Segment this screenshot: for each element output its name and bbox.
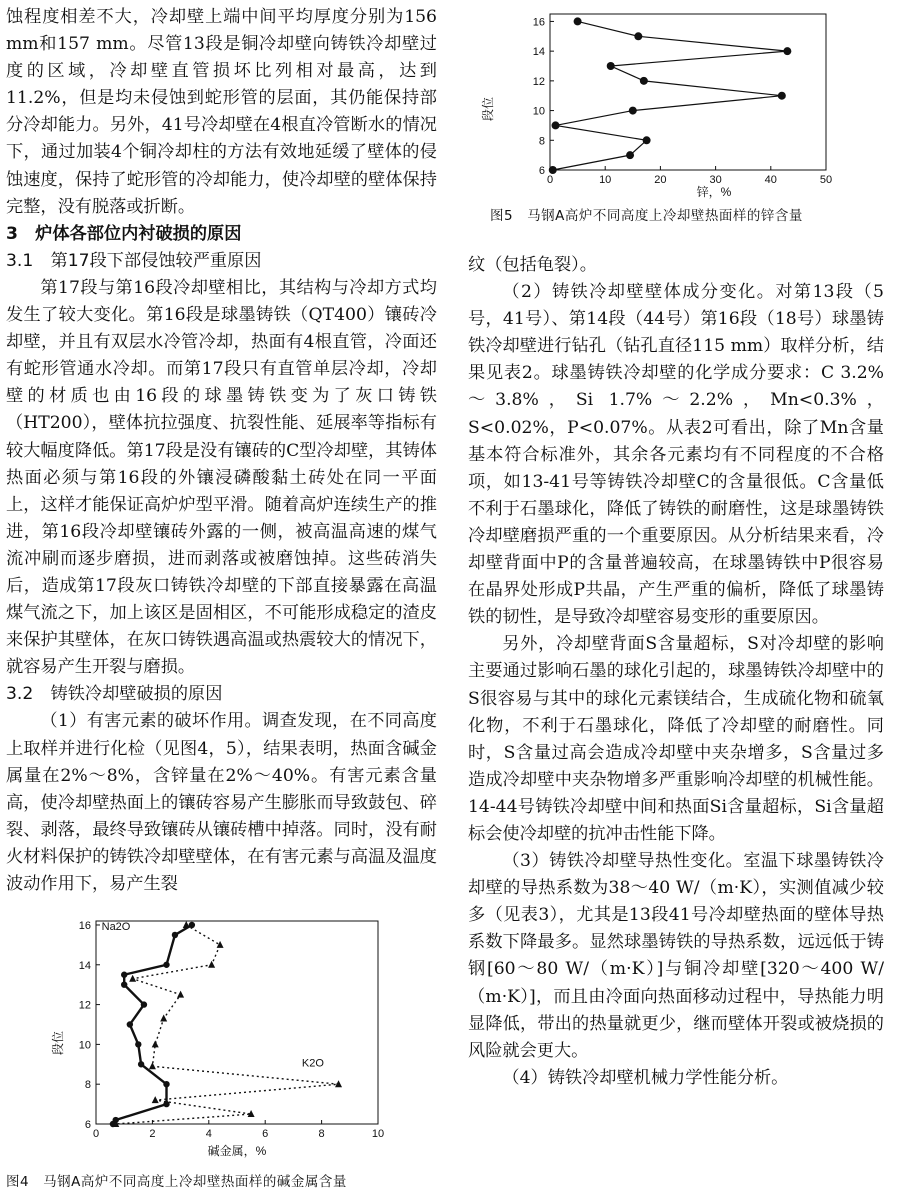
figure-4-ylabel: 段位 [51,1030,65,1056]
fig5-x-tick-label: 30 [709,174,722,186]
fig4-plot-frame [96,921,378,1124]
fig5-series-1-point [643,136,651,144]
fig4-series-2-point [160,1015,167,1022]
fig4-series-1-point [127,1021,133,1027]
fig4-series-1-label: Na2O [101,920,131,933]
fig5-y-tick-label: 6 [538,165,545,177]
fig5-x-tick-label: 0 [546,174,554,186]
fig4-series-1-point [121,981,127,987]
fig5-series-1-point [778,92,786,100]
fig4-series-1-point [163,962,169,968]
left-paragraph-3: （1）有害元素的破坏作用。调查发现，在不同高度上取样并进行化检（见图4，5），结果表明，热面含碱金属量在2%～8%，含锌量在2%～40%。有害元素含量高，使冷却壁热面上的镶砖容易产生膨胀而导致鼓包、碎裂、剥落，最终导致镶砖从镶砖槽中掉落。同时，没有耐火材料保护的铸铁冷却壁壁体，在有害元素与高温及温度波动作用下，易产生裂 [6,711,437,894]
right-paragraph-2: （2）铸铁冷却壁壁体成分变化。对第13段（5号，41号）、第14段（44号）第16段（18号）球墨铸铁冷却壁进行钻孔（钻孔直径115 mm）取样分析，结果见表2。球墨铸铁冷却壁的化学成分要求：C 3.2%～3.8%，Si 1.7%～2.2%，Mn<0.3%，S<0.02%，P<0.07%。从表2可看出，除了Mn含量基本符合标准外，其余各元素均有不同程度的不合格项，如13-41号等铸铁冷却壁C的含量很低。C含量低不利于石墨球化，降低了铸铁的耐磨性，这是球墨铸铁冷却壁磨损严重的一个重要原因。从分析结果来看，冷却壁背面中P的含量普遍较高，在球墨铸铁中P很容易在晶界处形成P共晶，产生严重的偏析，降低了球墨铸铁的韧性，是导致冷却壁容易变形的重要原因。 [468,282,884,628]
figure-4 [50,913,410,1165]
fig4-series-2-point [177,991,184,998]
fig4-y-tick-label: 8 [84,1079,91,1092]
fig4-series-1-point [172,932,178,938]
fig5-series-1-point [629,107,637,115]
fig5-x-tick-label: 40 [764,174,777,186]
fig4-series-2-point [152,1096,159,1103]
fig5-series-1-point [640,77,648,85]
figure-4-caption: 图4 马钢A高炉不同高度上冷却壁热面样的碱金属含量 [6,1174,347,1190]
figure-5-caption: 图5 马钢A高炉不同高度上冷却壁热面样的锌含量 [490,208,803,224]
figure-5-chart [478,4,838,200]
fig4-x-tick-label: 10 [371,1128,385,1140]
fig5-y-tick-label: 12 [532,75,545,88]
fig5-y-tick-label: 8 [538,135,545,148]
fig4-series-1-point [141,1001,147,1007]
fig5-series-1-line [553,21,788,170]
fig4-x-tick-label: 2 [149,1128,156,1140]
fig4-y-tick-label: 16 [78,919,91,932]
fig4-series-2-point [208,961,215,968]
fig5-x-tick-label: 20 [654,174,667,186]
fig5-series-1-point [626,151,634,159]
fig5-plot-frame [550,14,826,170]
fig5-y-tick-label: 16 [532,16,545,29]
fig4-series-1-point [138,1061,144,1067]
figure-4-chart [50,913,410,1161]
left-paragraph-2: 第17段与第16段冷却壁相比，其结构与冷却方式均发生了较大变化。第16段是球墨铸铁（QT400）镶砖冷却壁，并且有双层水冷管冷却，热面有4根直管，冷面还有蛇形管通水冷却。而第17段只有直管单层冷却，冷却壁的材质也由16段的球墨铸铁变为了灰口铸铁（HT200），壁体抗拉强度、抗裂性能、延展率等指标有较大幅度降低。第17段是没有镶砖的C型冷却壁，其铸体热面必须与第16段的外镶浸磷酸黏土砖处在同一平面上，这样才能保证高炉炉型平滑。随着高炉连续生产的推进，第16段冷却壁镶砖外露的一侧，被高温高速的煤气流冲刷而逐步磨损，进而剥落或被磨蚀掉。这些砖消失后，造成第17段灰口铸铁冷却壁的下部直接暴露在高温煤气流之下，加上该区是固相区，不可能形成稳定的渣皮来保护其壁体，在灰口铸铁遇高温或热震较大的情况下，就容易产生开裂与磨损。 [6,277,437,678]
fig4-series-2-line [116,925,339,1124]
fig4-series-1-point [163,1081,169,1087]
fig4-series-1-point [189,922,195,928]
figure-5-xlabel: 锌，% [696,185,732,199]
fig5-series-1-point [552,121,560,129]
fig5-series-1-point [549,166,557,174]
fig4-series-1-line [113,925,192,1124]
right-paragraph-3: 另外，冷却壁背面S含量超标，S对冷却壁的影响主要通过影响石墨的球化引起的，球墨铸铁冷却壁中的S很容易与其中的球化元素镁结合，生成硫化物和硫氧化物，不利于石墨球化，降低了冷却壁的耐磨性。同时，S含量过高会造成冷却壁中夹杂增多，S含量过多造成冷却壁中夹杂物增多严重影响冷却壁的机械性能。14-44号铸铁冷却壁中间和热面Si含量超标，Si含量超标会使冷却壁的抗冲击性能下降。 [468,634,884,844]
section-3-2-heading: 3.2 铸铁冷却壁破损的原因 [6,684,223,705]
figure-4-xlabel: 碱金属，% [207,1144,267,1158]
fig4-x-tick-label: 0 [92,1128,100,1140]
fig5-y-tick-label: 14 [532,46,545,59]
fig4-series-2-point [217,941,224,948]
fig5-series-1-point [783,47,791,55]
fig4-x-tick-label: 4 [205,1128,212,1140]
fig4-series-2-point [129,975,136,982]
fig5-x-tick-label: 50 [819,174,833,186]
figure-5-ylabel: 段位 [481,96,495,122]
left-paragraph-1: 蚀程度相差不大，冷却壁上端中间平均厚度分别为156 mm和157 mm。尽管13段是铜冷却壁向铸铁冷却壁过度的区域，冷却壁直管损坏比列相对最高，达到11.2%，但是均未侵蚀到蛇形管的层面，其仍能保持部分冷却能力。另外，41号冷却壁在4根直冷管断水的情况下，通过加装4个铜冷却柱的方法有效地延缓了壁体的侵蚀速度，保持了蛇形管的冷却能力，使冷却壁的壁体保持完整，没有脱落或折断。 [6,7,437,217]
fig4-y-tick-label: 12 [78,999,91,1012]
section-3-heading: 3 炉体各部位内衬破损的原因 [6,223,242,244]
fig4-series-2-label: K2O [301,1057,324,1070]
fig5-series-1-point [574,17,582,25]
right-column [468,252,884,1092]
fig4-series-1-point [135,1041,141,1047]
left-column [6,4,437,898]
fig4-y-tick-label: 6 [84,1119,91,1131]
fig4-y-tick-label: 10 [78,1039,91,1052]
fig5-series-1-point [607,62,615,70]
right-paragraph-1: 纹（包括龟裂）。 [468,255,597,275]
fig4-x-tick-label: 8 [318,1128,325,1140]
fig4-y-tick-label: 14 [78,959,91,972]
fig5-series-1-point [634,32,642,40]
right-paragraph-4: （3）铸铁冷却壁导热性变化。室温下球墨铸铁冷却壁的导热系数为38～40 W/（m·K），实测值减少较多（见表3），尤其是13段41号冷却壁热面的壁体导热系数下降最多。显然球墨铸铁的导热系数，远远低于铸钢[60～80 W/（m·K）]与铜冷却壁[320～400 W/（m·K）]，而且由冷面向热面移动过程中，导热能力明显降低，带出的热量就更少，继而壁体开裂或被烧损的风险就会更大。 [468,851,884,1061]
fig4-x-tick-label: 6 [262,1128,269,1140]
fig4-series-2-point [152,1040,159,1047]
section-3-1-heading: 3.1 第17段下部侵蚀较严重原因 [6,250,262,271]
fig5-y-tick-label: 10 [532,105,545,118]
fig4-series-1-point [121,972,127,978]
right-paragraph-5: （4）铸铁冷却壁机械力学性能分析。 [502,1067,789,1088]
fig5-x-tick-label: 10 [599,174,612,186]
fig4-series-2-point [183,921,190,928]
figure-5 [478,4,838,204]
fig4-series-2-point [335,1080,342,1087]
fig4-series-2-point [149,1062,156,1069]
